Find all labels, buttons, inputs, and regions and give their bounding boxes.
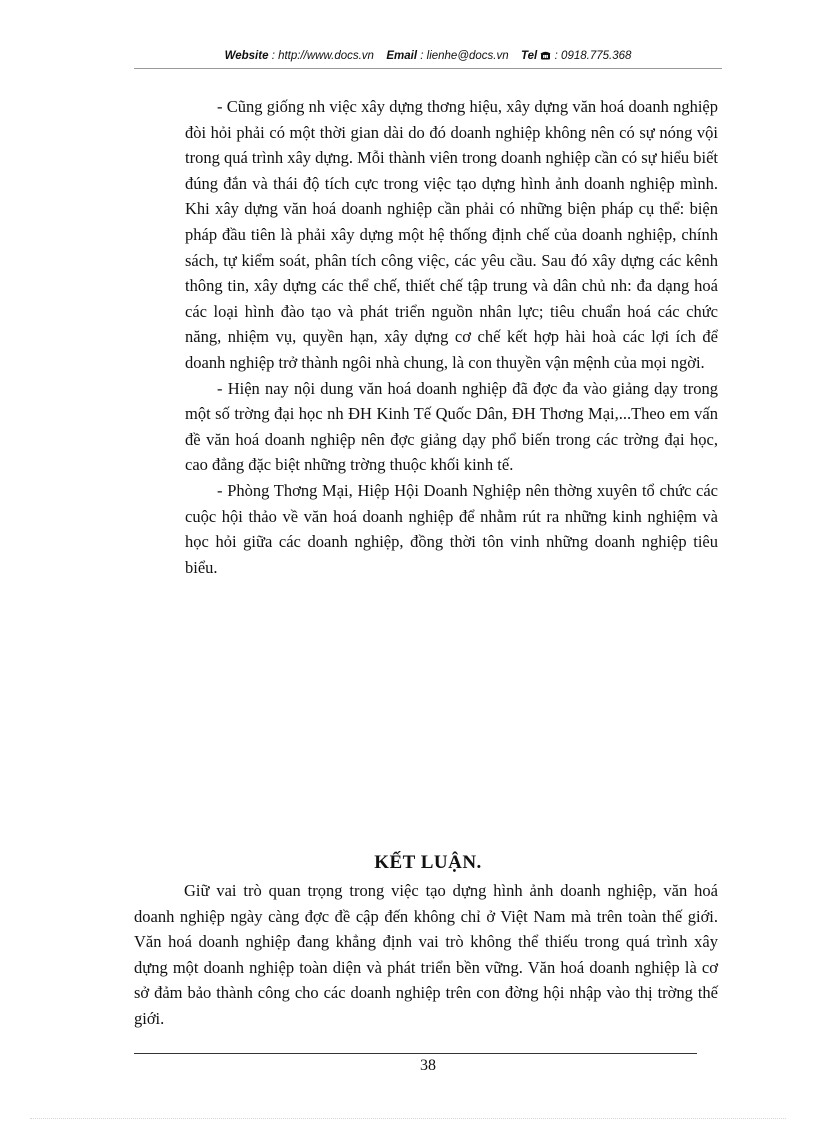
tel-value: : 0918.775.368: [554, 50, 632, 62]
email-value: : lienhe@docs.vn: [420, 50, 509, 62]
footer-divider: [134, 1053, 697, 1054]
conclusion-heading: KẾT LUẬN.: [374, 852, 482, 873]
website-label: Website: [224, 50, 269, 62]
email-label: Email: [386, 50, 418, 62]
paragraph: - Cũng giống nh việc xây dựng thơng hiệu, xây dựng văn hoá doanh nghiệp đòi hỏi phải có một thời gian dài do đó doanh nghiệp không nên có sự nóng vội trong quá trình xây dựng. Mỗi thành viên trong doanh nghiệp cần có sự hiểu biết đúng đắn và thái độ tích cực trong việc tạo dựng hình ảnh doanh nghiệp mình. Khi xây dựng văn hoá doanh nghiệp cần phải có những biện pháp cụ thể: biện pháp đầu tiên là phải xây dựng một hệ thống định chế của doanh nghiệp, chính sách, tự kiểm soát, phân tích công việc, các yêu cầu. Sau đó xây dựng các kênh thông tin, xây dựng các thể chế, thiết chế tập trung và dân chủ nh: đa dạng hoá các loại hình đào tạo và phát triển nguồn nhân lực; tiêu chuẩn hoá các chức năng, nhiệm vụ, quyền hạn, xây dựng cơ chế kết hợp hài hoà các lợi ích để doanh nghiệp trở thành ngôi nhà chung, là con thuyền vận mệnh của mọi ngời.: [185, 97, 718, 372]
tel-label: Tel: [521, 50, 538, 62]
phone-icon: [540, 51, 551, 60]
body-text: [185, 94, 718, 580]
conclusion-text: [134, 878, 718, 1032]
conclusion-paragraph: Giữ vai trò quan trọng trong việc tạo dựng hình ảnh doanh nghiệp, văn hoá doanh nghiệp ngày càng đợc đề cập đến không chỉ ở Việt Nam mà trên toàn thế giới. Văn hoá doanh nghiệp đang khẳng định vai trò không thể thiếu trong quá trình xây dựng một doanh nghiệp toàn diện và phát triển bền vững. Văn hoá doanh nghiệp là cơ sở đảm bảo thành công cho các doanh nghiệp trên con đờng hội nhập vào thị trờng thế giới.: [134, 881, 718, 1028]
page-header: [134, 46, 722, 69]
page-number: 38: [420, 1057, 436, 1074]
paragraph: - Phòng Thơng Mại, Hiệp Hội Doanh Nghiệp nên thờng xuyên tổ chức các cuộc hội thảo về văn hoá doanh nghiệp để nhằm rút ra những kinh nghiệm và học hỏi giữa các doanh nghiệp, đồng thời tôn vinh những doanh nghiệp tiêu biểu.: [185, 480, 718, 577]
website-value: : http://www.docs.vn: [271, 50, 374, 62]
page-edge-divider: [30, 1118, 786, 1119]
paragraph: - Hiện nay nội dung văn hoá doanh nghiệp đã đợc đa vào giảng dạy trong một số trờng đại học nh ĐH Kinh Tế Quốc Dân, ĐH Thơng Mại,...Theo em vấn đề văn hoá doanh nghiệp nên đợc giảng dạy phổ biến trong các trờng đại học, cao đẳng đặc biệt những trờng thuộc khối kinh tế.: [185, 378, 718, 475]
